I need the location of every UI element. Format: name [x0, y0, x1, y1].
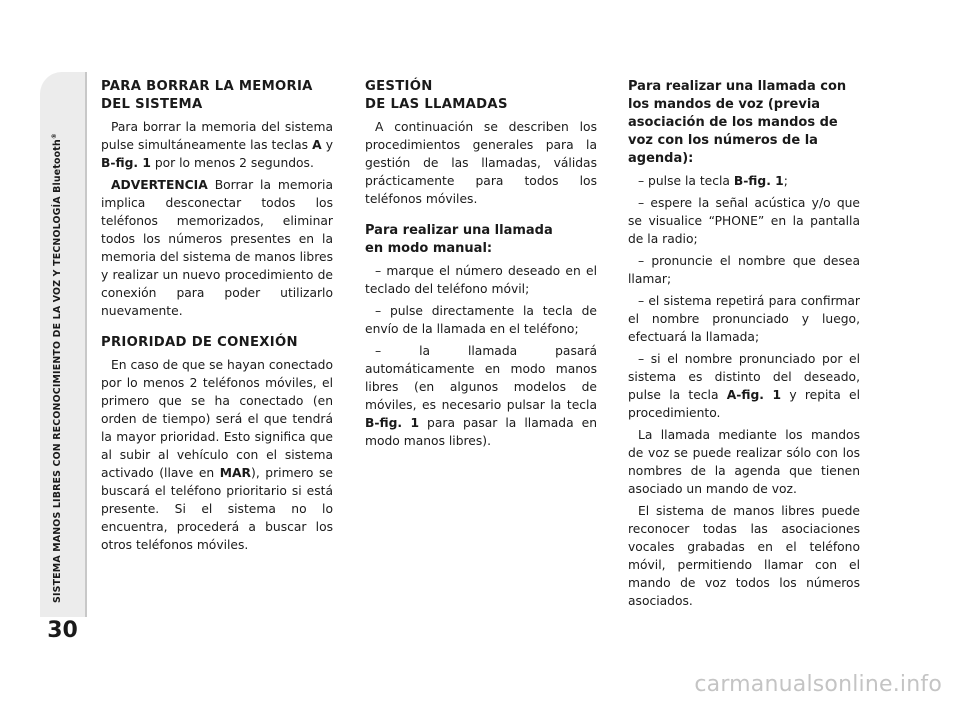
heading-prioridad: PRIORIDAD DE CONEXIÓN [101, 335, 298, 350]
heading-line: en modo manual: [365, 241, 493, 256]
key-ref-b: B-fig. 1 [365, 416, 420, 430]
section-title-vertical [47, 73, 69, 603]
step-pronuncie: – pronuncie el nombre que desea llamar; [628, 254, 860, 286]
heading-borrar-memoria: PARA BORRAR LA MEMORIA DEL SISTEMA [101, 79, 313, 112]
column-1 [101, 78, 333, 558]
text: y [321, 138, 334, 152]
text: ), primero se buscará el teléfono prioritario si está presente. Si el sistema no lo encuentra, procederá a buscar los otros teléfonos móviles. [101, 466, 333, 552]
text: – pulse la tecla [638, 174, 734, 188]
step-distinto [628, 350, 860, 422]
text: Borrar la memoria implica desconectar todos los teléfonos memorizados, eliminar todos los números presentes en la memoria del sistema de manos libres y realizar un nuevo procedimiento de conexión para poder utilizarlo nuevamente. [101, 178, 333, 318]
paragraph-prioridad [101, 356, 333, 554]
step-pulse-b [628, 172, 860, 190]
paragraph-borrar [101, 118, 333, 172]
heading-line: DE LAS LLAMADAS [365, 97, 508, 112]
step-espere: – espere la señal acústica y/o que se visualice “PHONE” en la pantalla de la radio; [628, 196, 860, 246]
heading-modo-manual [365, 222, 597, 258]
section-title-text: SISTEMA MANOS LIBRES CON RECONOCIMIENTO DE LA VOZ Y TECNOLOGÍA Bluetooth [52, 139, 63, 603]
step-marque: – marque el número deseado en el teclado del teléfono móvil; [365, 264, 597, 296]
key-ref-b: B-fig. 1 [101, 156, 151, 170]
heading-line: Para realizar una llamada [365, 223, 553, 238]
text: Para borrar la memoria del sistema pulse simultáneamente las teclas [101, 120, 333, 152]
paragraph-gestion: A continuación se describen los procedimientos generales para la gestión de las llamadas, válidas prácticamente para todos los teléfonos móviles. [365, 120, 597, 206]
text: – si el nombre pronunciado por el sistema es distinto del deseado, pulse la tecla [628, 352, 860, 402]
text: – la llamada pasará automáticamente en modo manos libres (en algunos modelos de móviles, es necesario pulsar la tecla [365, 344, 597, 412]
column-2 [365, 78, 597, 454]
registered-mark: ® [50, 132, 58, 140]
heading-line: GESTIÓN [365, 79, 433, 94]
text: por lo menos 2 segundos. [150, 156, 314, 170]
key-position-mar: MAR [219, 466, 252, 480]
step-confirmar: – el sistema repetirá para confirmar el nombre pronunciado y luego, efectuará la llamada; [628, 294, 860, 344]
heading-gestion [365, 78, 597, 114]
key-ref-b: B-fig. 1 [733, 174, 784, 188]
key-ref-a: A-fig. 1 [726, 388, 782, 402]
heading-mandos-voz: Para realizar una llamada con los mandos de voz (previa asociación de los mandos de voz con los números de la agenda): [628, 79, 847, 166]
paragraph-advertencia [101, 176, 333, 320]
text: ; [783, 174, 788, 188]
watermark: carmanualsonline.info [694, 672, 942, 697]
page-number: 30 [47, 618, 78, 643]
step-pulse-envio: – pulse directamente la tecla de envío de la llamada en el teléfono; [365, 304, 597, 336]
column-3 [628, 78, 860, 614]
key-ref-a: A [312, 138, 322, 152]
text: En caso de que se hayan conectado por lo menos 2 teléfonos móviles, el primero que se ha conectado (en orden de tiempo) será el que tendrá la mayor prioridad. Esto significa que al subir al vehículo con el sistema activado (llave en [101, 358, 333, 480]
paragraph-asociaciones: El sistema de manos libres puede reconocer todas las asociaciones vocales grabadas en el teléfono móvil, permitiendo llamar con el mando de voz todos los números asociados. [628, 504, 860, 608]
text: para pasar la llamada en modo manos libres). [365, 416, 597, 448]
warning-label: ADVERTENCIA [111, 178, 208, 192]
text: y repita el procedimiento. [628, 388, 860, 420]
step-automatico [365, 342, 597, 450]
paragraph-agenda: La llamada mediante los mandos de voz se puede realizar sólo con los nombres de la agenda que tienen asociado un mando de voz. [628, 428, 860, 496]
